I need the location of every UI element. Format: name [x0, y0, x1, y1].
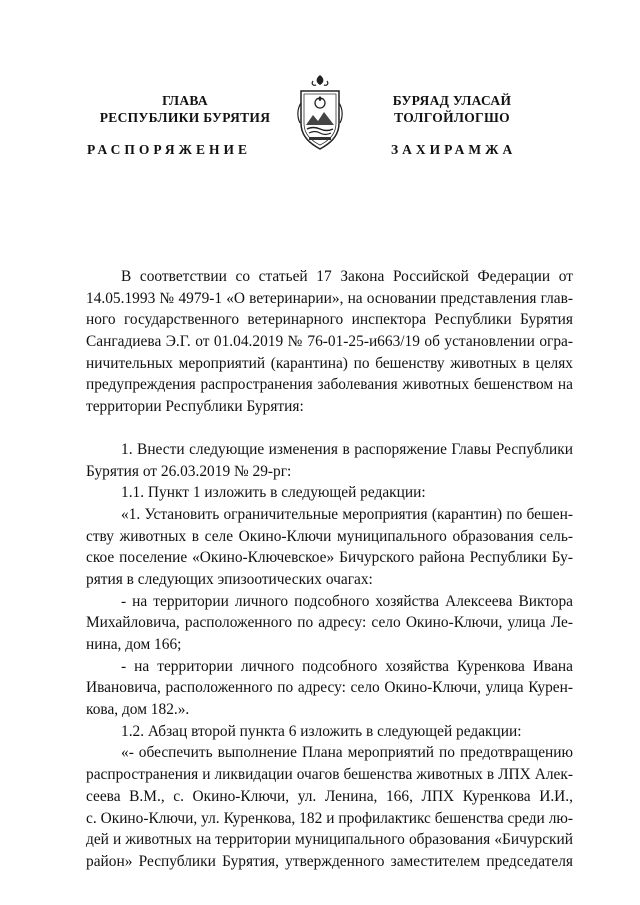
- body-line: Сангадиева Э.Г. от 01.04.2019 № 76-01-25-и663/19 об установлении огра-: [86, 333, 573, 351]
- header-left-subtitle: РЕСПУБЛИКИ БУРЯТИЯ: [99, 110, 271, 125]
- body-line: рятия в следующих эпизоотических очагах:: [86, 570, 373, 588]
- document-body: [86, 266, 573, 873]
- body-line: ское поселение «Окино-Ключевское» Бичурского района Республики Бу-: [86, 549, 573, 567]
- body-line: 1. Внести следующие изменения в распоряжение Главы Республики: [121, 440, 573, 458]
- body-line: кова, дом 182.».: [86, 701, 190, 719]
- body-line: ству животных в селе Окино-Ключи муниципального образования сель-: [86, 527, 573, 545]
- paragraph-gap: [86, 418, 573, 439]
- body-line: Ивановича, расположенного по адресу: село Окино-Ключи, улица Курен-: [86, 679, 573, 697]
- body-line: сеева В.М., с. Окино-Ключи, ул. Ленина, 166, ЛПХ Куренкова И.И.,: [86, 787, 573, 805]
- body-line: 1.1. Пункт 1 изложить в следующей редакции:: [121, 484, 426, 502]
- header-right-title: БУРЯАД УЛАСАЙ: [392, 93, 512, 108]
- doc-type-russian: РАСПОРЯЖЕНИЕ: [87, 142, 252, 157]
- body-line: распространения и ликвидации очагов бешенства животных в ЛПХ Алек-: [86, 766, 573, 784]
- header-left: [85, 92, 285, 126]
- header-right: [352, 92, 552, 126]
- body-line: территории Республики Бурятия:: [86, 398, 304, 416]
- body-line: - на территории личного подсобного хозяйства Алексеева Виктора: [121, 592, 573, 610]
- body-line: Михайловича, расположенного по адресу: село Окино-Ключи, улица Ле-: [86, 614, 573, 632]
- body-line: ничительных мероприятий (карантина) по бешенству животных в целях: [86, 354, 573, 372]
- header-left-title: ГЛАВА: [162, 93, 208, 108]
- body-line: нина, дом 166;: [86, 636, 182, 653]
- doc-type-buryat: ЗАХИРАМЖА: [391, 142, 517, 157]
- header-right-subtitle: ТОЛГОЙЛОГШО: [394, 110, 510, 125]
- body-line: район» Республики Бурятия, утвержденного заместителем председателя: [86, 852, 573, 870]
- body-line: - на территории личного подсобного хозяйства Куренкова Ивана: [121, 657, 573, 675]
- body-line: с. Окино-Ключи, ул. Куренкова, 182 и профилактикс бешенства среди лю-: [86, 809, 573, 827]
- coat-of-arms-icon: [295, 73, 345, 153]
- body-line: «1. Установить ограничительные мероприятия (карантин) по бешен-: [121, 505, 573, 523]
- body-line: 14.05.1993 № 4979-1 «О ветеринарии», на основании представления глав-: [86, 289, 573, 307]
- body-line: 1.2. Абзац второй пункта 6 изложить в следующей редакции:: [121, 722, 522, 740]
- body-line: дей и животных на территории муниципального образования «Бичурский: [86, 831, 573, 849]
- body-line: В соответствии со статьей 17 Закона Российской Федерации от: [121, 268, 573, 285]
- body-line: Бурятия от 26.03.2019 № 29-рг:: [86, 462, 292, 480]
- body-line: предупреждения распространения заболевания животных бешенством на: [86, 376, 573, 394]
- body-line: ного государственного ветеринарного инспектора Республики Бурятия: [86, 311, 573, 329]
- body-line: «- обеспечить выполнение Плана мероприятий по предотвращению: [121, 744, 573, 762]
